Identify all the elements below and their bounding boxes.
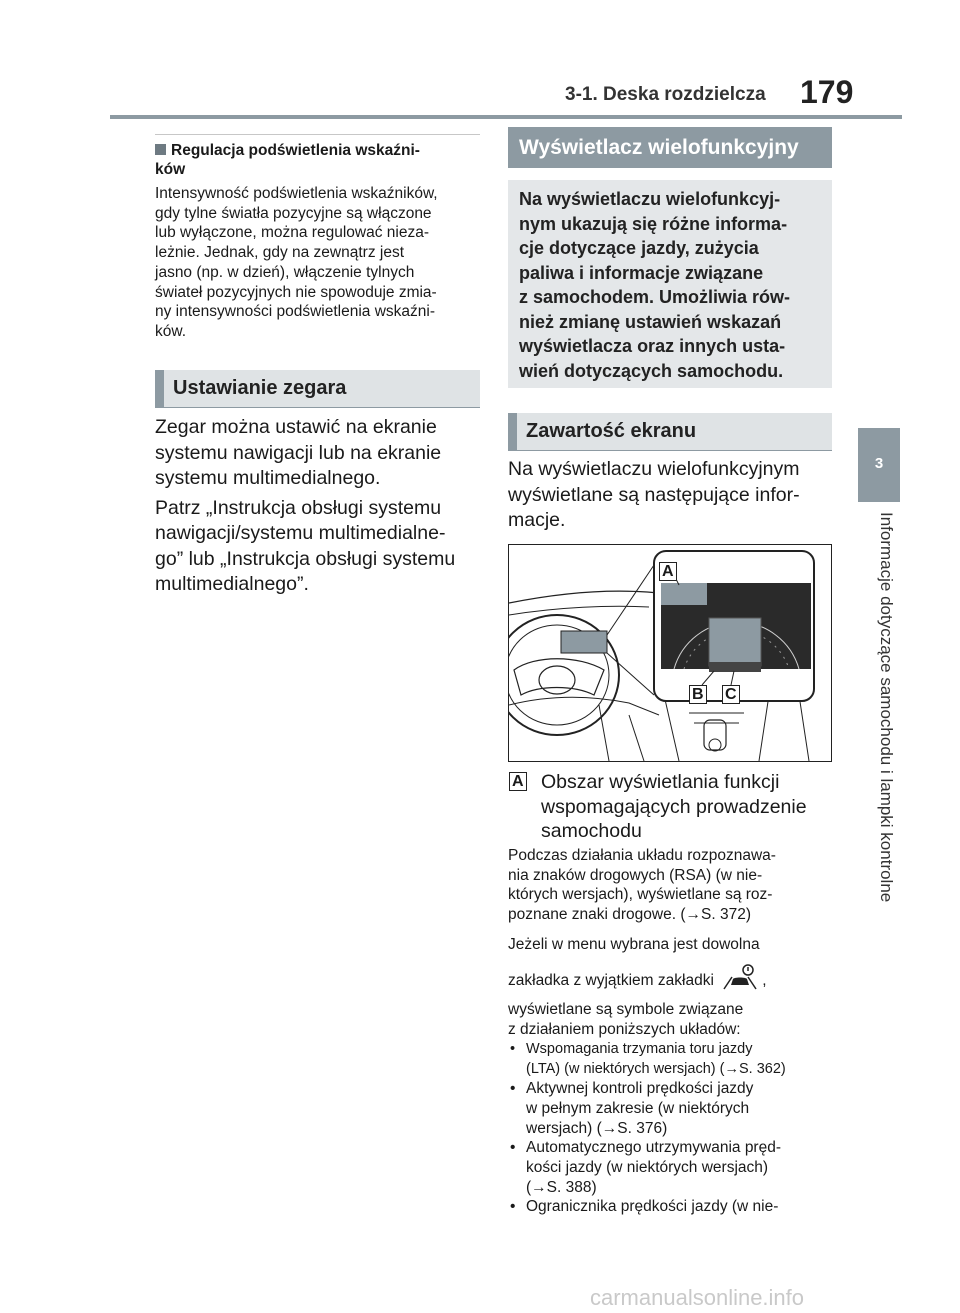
body-line: wyświetlane są następujące infor- xyxy=(508,483,800,506)
running-header-section: 3-1. Deska rozdzielcza xyxy=(565,84,766,105)
intro-line: paliwa i informacje związane xyxy=(519,262,764,283)
subsection-heading xyxy=(155,141,477,179)
legend-label-a: A xyxy=(509,772,527,791)
watermark: carmanualsonline.info xyxy=(590,1285,805,1310)
legend-line: samochodu xyxy=(541,820,642,842)
subsection-heading-line-2: ków xyxy=(155,161,186,178)
body-line: systemu nawigacji lub na ekranie xyxy=(155,441,442,464)
body-line: nia znaków drogowych (RSA) (w nie- xyxy=(508,866,763,884)
list-item xyxy=(508,1079,838,1138)
intro-line: nież zmianę ustawień wskazań xyxy=(519,311,782,332)
clock-paragraph-1 xyxy=(155,415,485,492)
intro-line: nym ukazują się różne informa- xyxy=(519,213,788,234)
square-bullet-icon xyxy=(155,144,166,155)
list-line: Automatycznego utrzymywania pręd- xyxy=(526,1139,782,1157)
body-line: których wersjach), wyświetlane są roz- xyxy=(508,886,773,904)
list-item xyxy=(508,1197,838,1217)
body-line: Jeżeli w menu wybrana jest dowolna xyxy=(508,936,760,953)
intro-line: cje dotyczące jazdy, zużycia xyxy=(519,238,759,258)
intro-line: wień dotyczących samochodu. xyxy=(519,360,784,381)
subsection-rule xyxy=(155,134,480,135)
body-text-fragment: zakładka z wyjątkiem zakładki xyxy=(508,971,714,989)
legend-a-description xyxy=(541,770,841,844)
list-line: Ogranicznika prędkości jazdy (w nie- xyxy=(526,1198,779,1216)
chapter-tab-label: Informacje dotyczące samochodu i lampki kontrolne xyxy=(877,512,896,903)
screen-intro xyxy=(508,457,838,534)
screen-contents-heading: Zawartość ekranu xyxy=(508,413,832,450)
subsection-heading-line-1: Regulacja podświetlenia wskaźni- xyxy=(171,142,420,159)
list-line: Wspomagania trzymania toru jazdy xyxy=(526,1040,753,1057)
list-line: (→S. 388) xyxy=(526,1178,597,1196)
intro-summary-box xyxy=(508,180,832,388)
multi-display-heading: Wyświetlacz wielofunkcyjny xyxy=(508,127,832,168)
body-line: świateł pozycyjnych nie spowoduje zmia- xyxy=(155,283,437,301)
clock-section-heading: Ustawianie zegara xyxy=(155,370,480,407)
list-line: kości jazdy (w niektórych wersjach) xyxy=(526,1159,769,1177)
list-line: Aktywnej kontroli prędkości jazdy xyxy=(526,1080,754,1098)
body-line: multimedialnego”. xyxy=(155,573,309,595)
header-rule xyxy=(110,115,902,119)
body-line: z działaniem poniższych układów: xyxy=(508,1021,741,1039)
body-text-fragment: , xyxy=(762,971,767,989)
screen-contents-rule xyxy=(508,450,832,451)
body-line: wyświetlane są symbole związane xyxy=(508,1001,744,1019)
body-line: go” lub „Instrukcja obsługi systemu xyxy=(155,547,456,570)
body-line: Intensywność podświetlenia wskaźników, xyxy=(155,185,438,202)
menu-paragraph xyxy=(508,935,838,1217)
figure-label-b: B xyxy=(689,685,707,704)
list-line: (LTA) (w niektórych wersjach) (→S. 362) xyxy=(526,1060,786,1077)
legend-line: Obszar wyświetlania funkcji xyxy=(541,771,780,793)
systems-list xyxy=(508,1040,838,1217)
driving-assist-car-icon xyxy=(722,963,758,997)
list-line: wersjach) (→S. 376) xyxy=(526,1119,668,1137)
intro-line: Na wyświetlaczu wielofunkcyj- xyxy=(519,189,781,209)
clock-paragraph-2 xyxy=(155,496,485,598)
body-line: Patrz „Instrukcja obsługi systemu xyxy=(155,496,442,519)
body-line: gdy tylne światła pozycyjne są włączone xyxy=(155,204,432,222)
page-number: 179 xyxy=(800,74,854,110)
list-item xyxy=(508,1040,838,1079)
body-line: ków. xyxy=(155,322,187,340)
subsection-body xyxy=(155,184,485,342)
body-line: jasno (np. w dzień), włączenie tylnych xyxy=(155,263,415,281)
body-line: systemu multimedialnego. xyxy=(155,467,381,489)
chapter-tab-number: 3 xyxy=(874,455,884,472)
legend-line: wspomagających prowadzenie xyxy=(541,795,807,818)
dashboard-illustration xyxy=(508,544,832,762)
body-line: Na wyświetlaczu wielofunkcyjnym xyxy=(508,458,800,480)
clock-body xyxy=(155,415,485,602)
body-line: Zegar można ustawić na ekranie xyxy=(155,416,437,438)
list-line: w pełnym zakresie (w niektórych xyxy=(526,1099,750,1117)
body-line-with-icon xyxy=(508,963,838,997)
body-line: poznane znaki drogowe. (→S. 372) xyxy=(508,906,751,924)
figure-label-a: A xyxy=(659,562,677,581)
clock-section-rule xyxy=(155,407,480,408)
body-line: nawigacji/systemu multimedialne- xyxy=(155,522,446,544)
figure-label-c: C xyxy=(722,685,740,704)
intro-line: wyświetlacza oraz innych usta- xyxy=(519,336,786,356)
intro-line: z samochodem. Umożliwia rów- xyxy=(519,287,791,307)
body-line: macje. xyxy=(508,509,566,531)
body-line: Podczas działania układu rozpoznawa- xyxy=(508,847,776,864)
body-line: lub wyłączone, można regulować nieza- xyxy=(155,224,429,242)
body-line: ny intensywności podświetlenia wskaźni- xyxy=(155,303,435,321)
list-item xyxy=(508,1138,838,1197)
body-line: leżnie. Jednak, gdy na zewnątrz jest xyxy=(155,244,404,262)
rsa-paragraph xyxy=(508,846,838,925)
